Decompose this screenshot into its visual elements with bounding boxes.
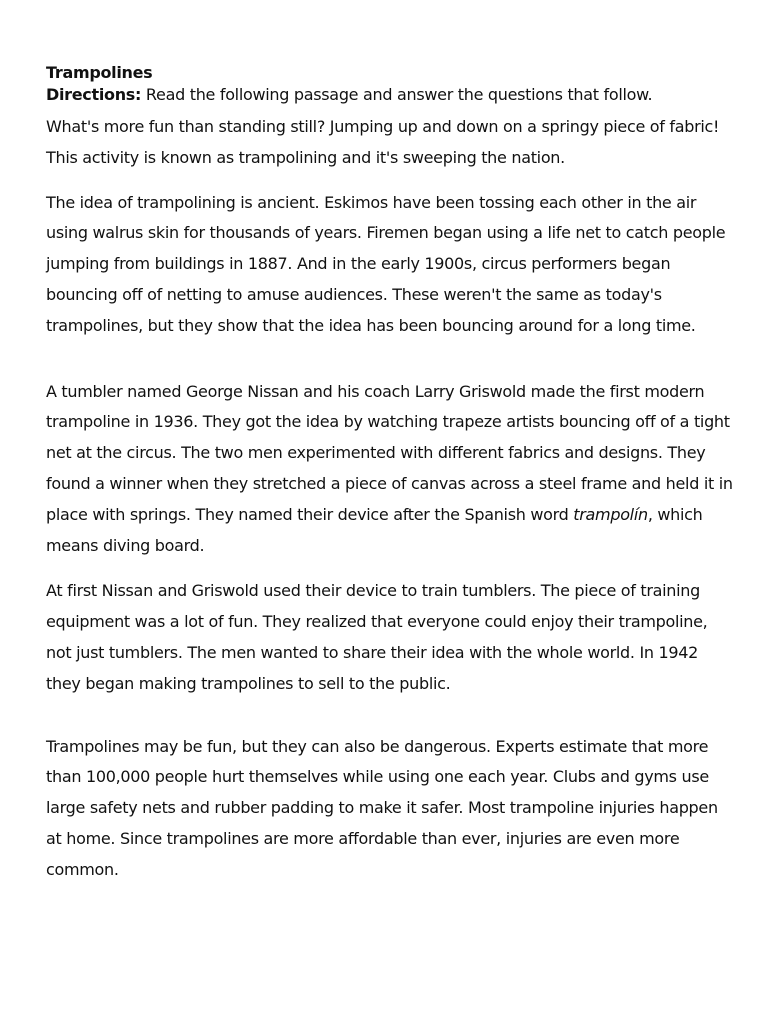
italic-term: trampolín [573, 504, 648, 524]
document-title: Trampolines [46, 63, 153, 82]
paragraph-safety: Trampolines may be fun, but they can also be dangerous. Experts estimate that more than 100,000 people hurt themselves while using one each year. Clubs and gyms use large safety nets and rubber padding to make it safer. Most trampoline injuries happen at home. Since trampolines are more affordable than ever, injuries are even more common. [46, 736, 718, 879]
paragraph-history: The idea of trampolining is ancient. Eskimos have been tossing each other in the air using walrus skin for thousands of years. Firemen began using a life net to catch people jumping from buildings in 1887. And in the early 1900s, circus performers began bouncing off of netting to amuse audiences. These weren't the same as today's trampolines, but they show that the idea has been bouncing around for a long time. [46, 192, 726, 335]
paragraph-intro: What's more fun than standing still? Jumping up and down on a springy piece of fabric! This activity is known as trampolining and it's sweeping the nation. [46, 117, 720, 167]
paragraph-invention [46, 377, 736, 562]
directions-line [46, 84, 736, 106]
paragraph-invention-text: A tumbler named George Nissan and his coach Larry Griswold made the first modern trampoline in 1936. They got the idea by watching trapeze artists bouncing off of a tight net at the circus. The two men experimented with different fabrics and designs. They found a winner when they stretched a piece of canvas across a steel frame and held it in place with springs. They named their device after the Spanish word [46, 381, 733, 524]
document-body [46, 62, 736, 886]
directions-label: Directions: [46, 85, 142, 104]
paragraph-training: At first Nissan and Griswold used their device to train tumblers. The piece of training equipment was a lot of fun. They realized that everyone could enjoy their trampoline, not just tumblers. The men wanted to share their idea with the whole world. In 1942 they began making trampolines to sell to the public. [46, 581, 708, 693]
paragraph-invention-end: , which means diving board. [46, 504, 703, 555]
directions-text: Read the following passage and answer the questions that follow. [141, 85, 653, 104]
